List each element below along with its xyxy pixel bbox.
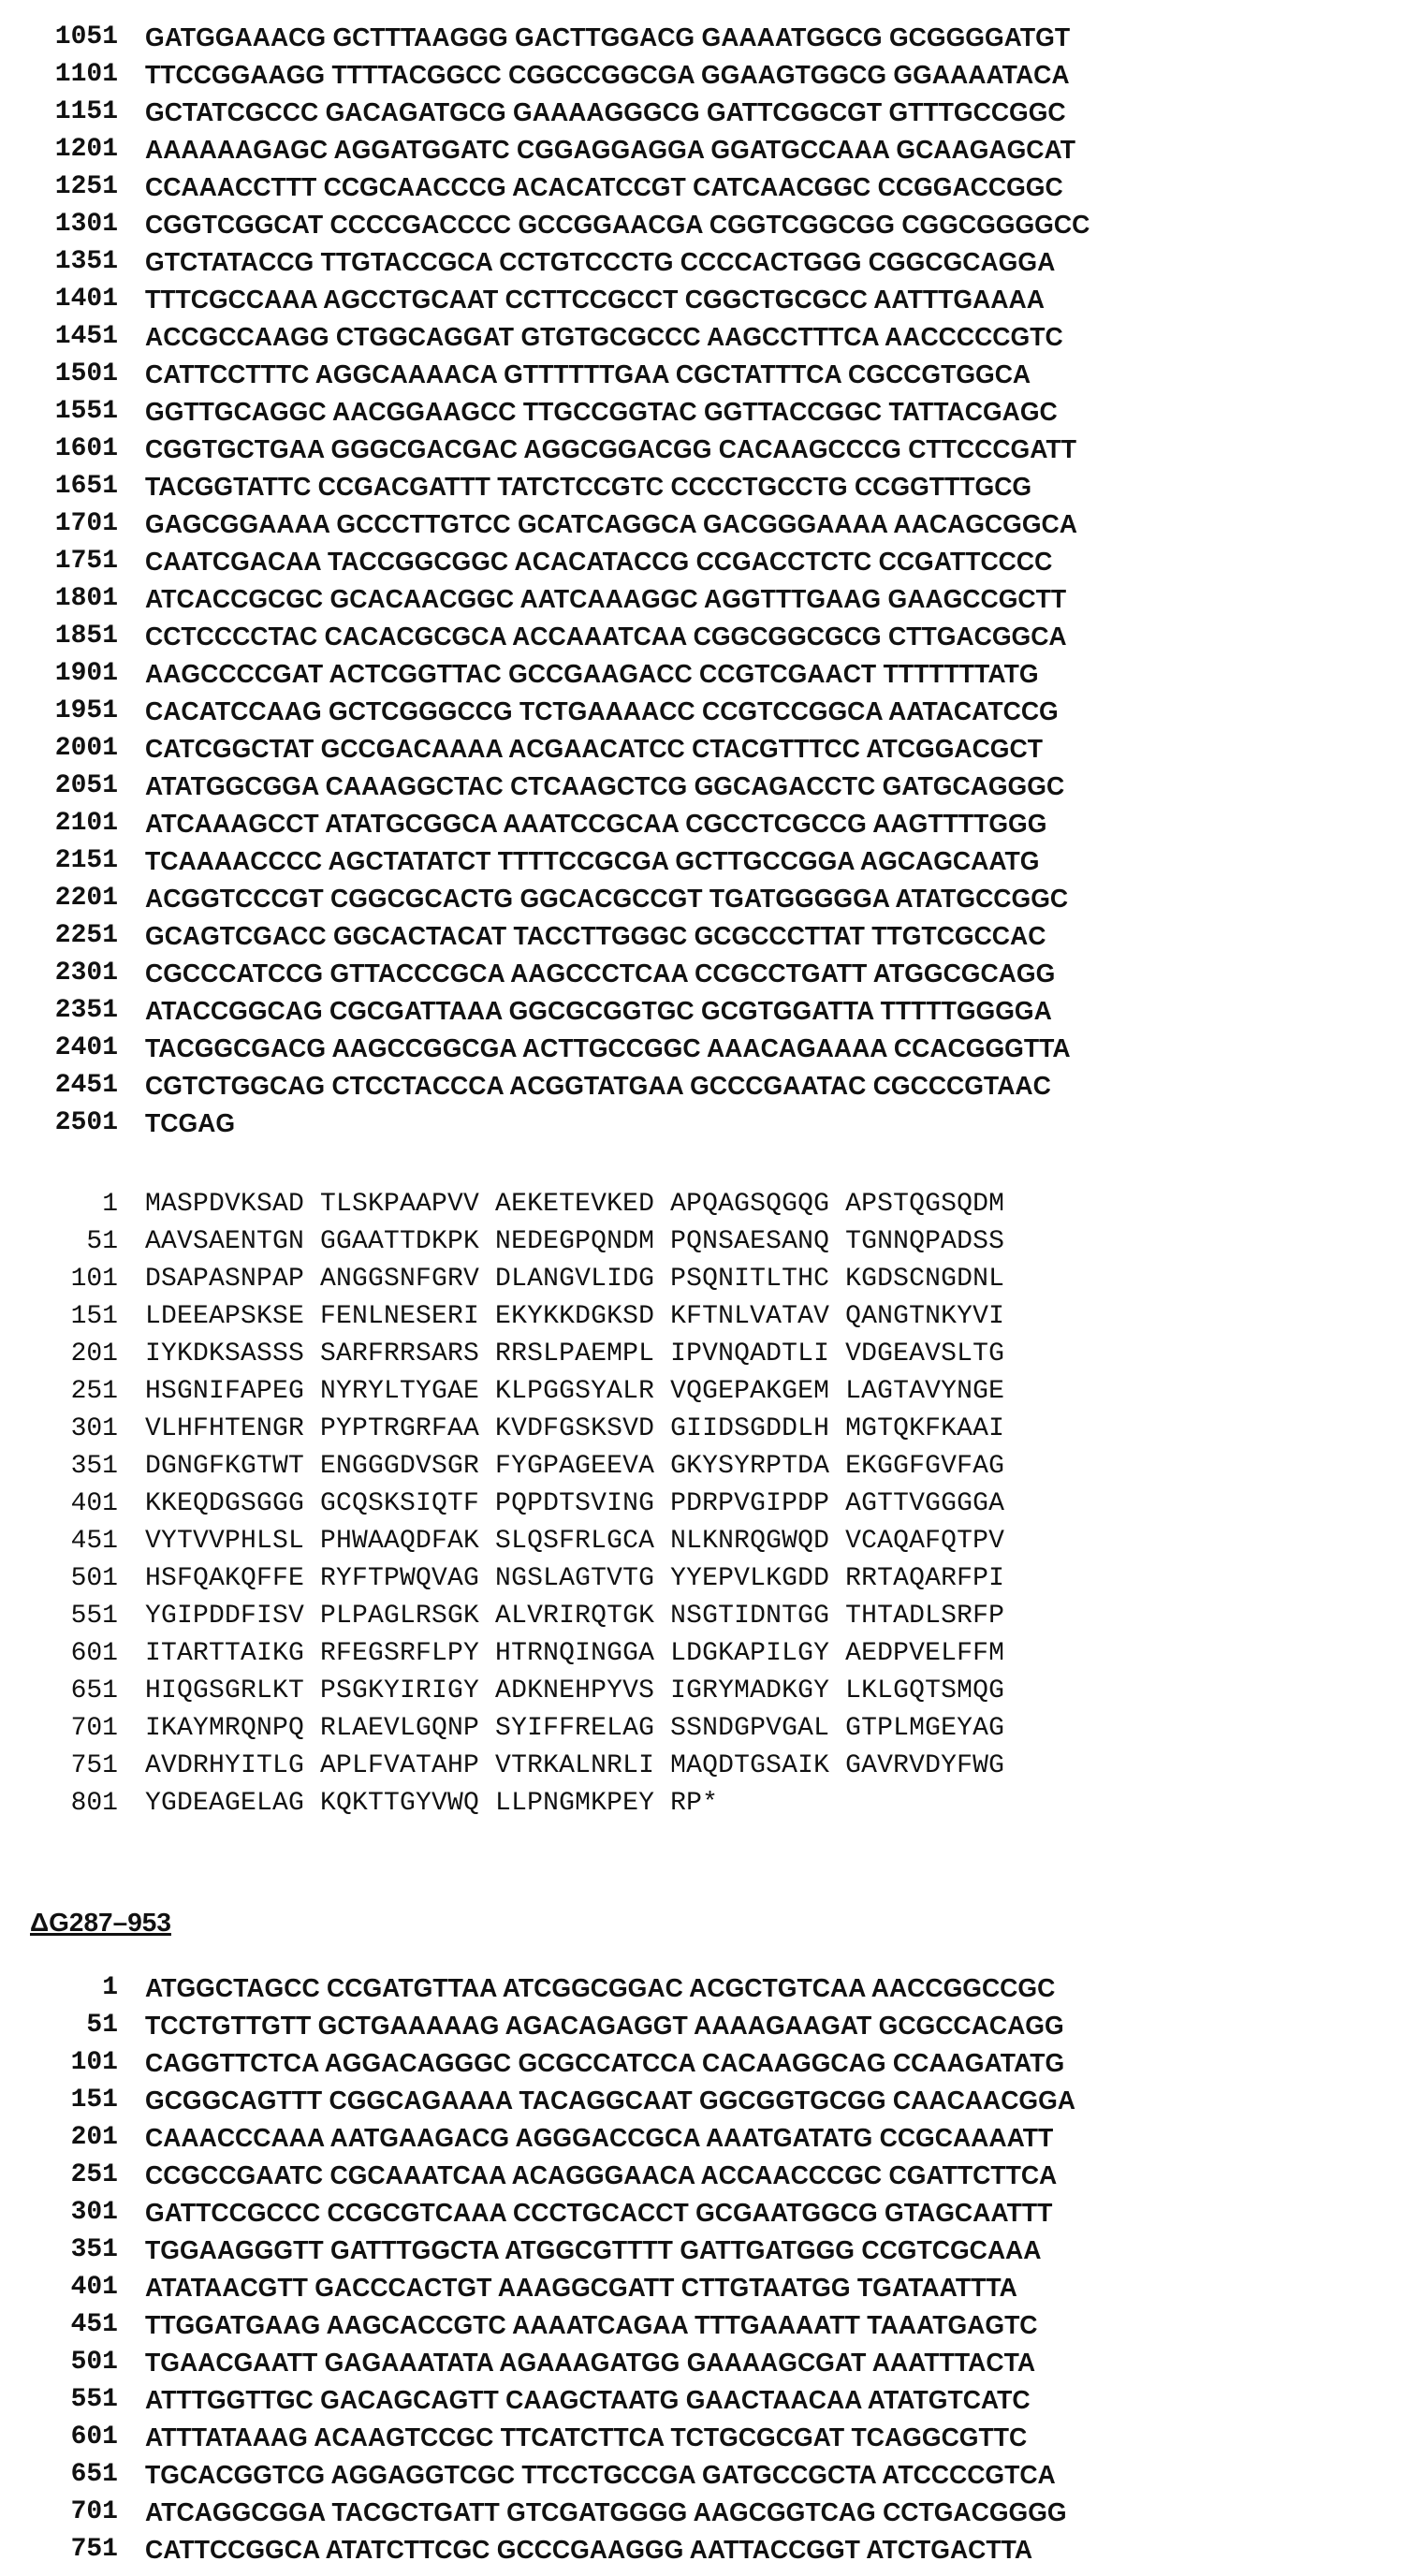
sequence-text: ATTTGGTTGC GACAGCAGTT CAAGCTAATG GAACTAACAA ATATGTCATC — [145, 2381, 1031, 2419]
position-number: 351 — [0, 1448, 118, 1486]
position-number: 101 — [0, 2044, 118, 2082]
sequence-row — [0, 19, 1404, 56]
sequence-text: GCAGTCGACC GGCACTACAT TACCTTGGGC GCGCCCTTAT TTGTCGCCAC — [145, 917, 1046, 955]
sequence-text: TCCTGTTGTT GCTGAAAAAG AGACAGAGGT AAAAGAAGAT GCGCCACAGG — [145, 2007, 1064, 2044]
sequence-text: VYTVVPHLSL PHWAAQDFAK SLQSFRLGCA NLKNRQGWQD VCAQAFQTPV — [145, 1523, 1004, 1560]
position-number: 1501 — [0, 356, 118, 393]
sequence-row — [0, 94, 1404, 131]
position-number: 151 — [0, 1298, 118, 1336]
position-number: 1601 — [0, 431, 118, 468]
sequence-text: GATTCCGCCC CCGCGTCAAA CCCTGCACCT GCGAATGGCG GTAGCAATTT — [145, 2194, 1052, 2232]
sequence-text: ATGGCTAGCC CCGATGTTAA ATCGGCGGAC ACGCTGTCAA AACCGGCCGC — [145, 1969, 1055, 2007]
sequence-text: GCTATCGCCC GACAGATGCG GAAAAGGGCG GATTCGGCGT GTTTGCCGGC — [145, 94, 1066, 131]
sequence-text: CAATCGACAA TACCGGCGGC ACACATACCG CCGACCTCTC CCGATTCCCC — [145, 543, 1052, 580]
position-number: 651 — [0, 2456, 118, 2494]
sequence-text: CAAACCCAAA AATGAAGACG AGGGACCGCA AAATGATATG CCGCAAAATT — [145, 2119, 1053, 2157]
sequence-row — [0, 1105, 1404, 1142]
sequence-text: ATCAAAGCCT ATATGCGGCA AAATCCGCAA CGCCTCGCCG AAGTTTTGGG — [145, 805, 1046, 842]
sequence-text: CCGCCGAATC CGCAAATCAA ACAGGGAACA ACCAACCCGC CGATTCTTCA — [145, 2157, 1057, 2194]
position-number: 2501 — [0, 1105, 118, 1142]
sequence-row — [0, 2082, 1404, 2119]
sequence-row — [0, 2494, 1404, 2531]
sequence-row — [0, 1748, 1404, 1785]
sequence-row — [0, 1186, 1404, 1223]
position-number: 1401 — [0, 281, 118, 318]
sequence-text: GAGCGGAAAA GCCCTTGTCC GCATCAGGCA GACGGGAAAA AACAGCGGCA — [145, 505, 1077, 543]
sequence-text: CCAAACCTTT CCGCAACCCG ACACATCCGT CATCAACGGC CCGGACCGGC — [145, 168, 1063, 206]
position-number: 101 — [0, 1261, 118, 1298]
position-number: 201 — [0, 2119, 118, 2157]
sequence-text: TACGGTATTC CCGACGATTT TATCTCCGTC CCCCTGCCTG CCGGTTTGCG — [145, 468, 1031, 505]
position-number: 751 — [0, 2531, 118, 2569]
position-number: 451 — [0, 2306, 118, 2344]
sequence-text: TGAACGAATT GAGAAATATA AGAAAGATGG GAAAAGCGAT AAATTTACTA — [145, 2344, 1035, 2381]
sequence-row — [0, 842, 1404, 880]
sequence-row — [0, 1523, 1404, 1560]
position-number: 2451 — [0, 1067, 118, 1105]
sequence-row — [0, 1298, 1404, 1336]
sequence-text: HSFQAKQFFE RYFTPWQVAG NGSLAGTVTG YYEPVLKGDD RRTAQARFPI — [145, 1560, 1004, 1598]
sequence-row — [0, 168, 1404, 206]
sequence-text: DSAPASNPAP ANGGSNFGRV DLANGVLIDG PSQNITLTHC KGDSCNGDNL — [145, 1261, 1004, 1298]
sequence-row — [0, 992, 1404, 1030]
sequence-row — [0, 1067, 1404, 1105]
sequence-text: ACGGTCCCGT CGGCGCACTG GGCACGCCGT TGATGGGGGA ATATGCCGGC — [145, 880, 1068, 917]
sequence-text: TGCACGGTCG AGGAGGTCGC TTCCTGCCGA GATGCCGCTA ATCCCCGTCA — [145, 2456, 1056, 2494]
sequence-row — [0, 1598, 1404, 1635]
sequence-text: AVDRHYITLG APLFVATAHP VTRKALNRLI MAQDTGSAIK GAVRVDYFWG — [145, 1748, 1004, 1785]
sequence-row — [0, 56, 1404, 94]
position-number: 801 — [0, 1785, 118, 1822]
position-number: 201 — [0, 1336, 118, 1373]
position-number: 1451 — [0, 318, 118, 356]
position-number: 1801 — [0, 580, 118, 618]
sequence-text: TCGAG — [145, 1105, 235, 1142]
sequence-text: TTCCGGAAGG TTTTACGGCC CGGCCGGCGA GGAAGTGGCG GGAAAATACA — [145, 56, 1070, 94]
position-number: 751 — [0, 1748, 118, 1785]
position-number: 151 — [0, 2082, 118, 2119]
sequence-row — [0, 955, 1404, 992]
sequence-row — [0, 2232, 1404, 2269]
sequence-row — [0, 2194, 1404, 2232]
sequence-row — [0, 693, 1404, 730]
position-number: 1751 — [0, 543, 118, 580]
sequence-text: GCGGCAGTTT CGGCAGAAAA TACAGGCAAT GGCGGTGCGG CAACAACGGA — [145, 2082, 1075, 2119]
sequence-row — [0, 281, 1404, 318]
position-number: 2051 — [0, 768, 118, 805]
sequence-text: CATCGGCTAT GCCGACAAAA ACGAACATCC CTACGTTTCC ATCGGACGCT — [145, 730, 1043, 768]
sequence-text: CGCCCATCCG GTTACCCGCA AAGCCCTCAA CCGCCTGATT ATGGCGCAGG — [145, 955, 1055, 992]
sequence-text: IYKDKSASSS SARFRRSARS RRSLPAEMPL IPVNQADTLI VDGEAVSLTG — [145, 1336, 1004, 1373]
sequence-row — [0, 1673, 1404, 1710]
position-number: 501 — [0, 1560, 118, 1598]
position-number: 1701 — [0, 505, 118, 543]
sequence-text: YGDEAGELAG KQKTTGYVWQ LLPNGMKPEY RP* — [145, 1785, 718, 1822]
sequence-row — [0, 1223, 1404, 1261]
sequence-text: ATATGGCGGA CAAAGGCTAC CTCAAGCTCG GGCAGACCTC GATGCAGGGC — [145, 768, 1064, 805]
sequence-row — [0, 2456, 1404, 2494]
sequence-text: IKAYMRQNPQ RLAEVLGQNP SYIFFRELAG SSNDGPVGAL GTPLMGEYAG — [145, 1710, 1004, 1748]
position-number: 2201 — [0, 880, 118, 917]
sequence-text: ATATAACGTT GACCCACTGT AAAGGCGATT CTTGTAATGG TGATAATTTA — [145, 2269, 1017, 2306]
sequence-text: CCTCCCCTAC CACACGCGCA ACCAAATCAA CGGCGGCGCG CTTGACGGCA — [145, 618, 1067, 655]
position-number: 401 — [0, 1486, 118, 1523]
sequence-row — [0, 1336, 1404, 1373]
sequence-text: TTTCGCCAAA AGCCTGCAAT CCTTCCGCCT CGGCTGCGCC AATTTGAAAA — [145, 281, 1045, 318]
sequence-row — [0, 356, 1404, 393]
sequence-row — [0, 1969, 1404, 2007]
sequence-text: VLHFHTENGR PYPTRGRFAA KVDFGSKSVD GIIDSGDDLH MGTQKFKAAI — [145, 1411, 1004, 1448]
sequence-row — [0, 2344, 1404, 2381]
position-number: 51 — [0, 1223, 118, 1261]
sequence-row — [0, 618, 1404, 655]
sequence-row — [0, 805, 1404, 842]
sequence-row — [0, 2119, 1404, 2157]
position-number: 251 — [0, 1373, 118, 1411]
position-number: 1251 — [0, 168, 118, 206]
sequence-text: LDEEAPSKSE FENLNESERI EKYKKDGKSD KFTNLVATAV QANGTNKYVI — [145, 1298, 1004, 1336]
sequence-row — [0, 243, 1404, 281]
sequence-text: ACCGCCAAGG CTGGCAGGAT GTGTGCGCCC AAGCCTTTCA AACCCCCGTC — [145, 318, 1063, 356]
position-number: 2351 — [0, 992, 118, 1030]
sequence-row — [0, 131, 1404, 168]
dna-sequence-block-2 — [0, 1969, 1404, 2569]
sequence-text: ATTTATAAAG ACAAGTCCGC TTCATCTTCA TCTGCGCGAT TCAGGCGTTC — [145, 2419, 1027, 2456]
sequence-text: CATTCCTTTC AGGCAAAACA GTTTTTTGAA CGCTATTTCA CGCCGTGGCA — [145, 356, 1031, 393]
sequence-text: CATTCCGGCA ATATCTTCGC GCCCGAAGGG AATTACCGGT ATCTGACTTA — [145, 2531, 1032, 2569]
position-number: 2001 — [0, 730, 118, 768]
position-number: 1201 — [0, 131, 118, 168]
position-number: 551 — [0, 2381, 118, 2419]
position-number: 1851 — [0, 618, 118, 655]
position-number: 551 — [0, 1598, 118, 1635]
position-number: 1651 — [0, 468, 118, 505]
sequence-row — [0, 468, 1404, 505]
sequence-text: CGGTGCTGAA GGGCGACGAC AGGCGGACGG CACAAGCCCG CTTCCCGATT — [145, 431, 1076, 468]
position-number: 451 — [0, 1523, 118, 1560]
position-number: 251 — [0, 2157, 118, 2194]
sequence-row — [0, 2381, 1404, 2419]
sequence-text: TTGGATGAAG AAGCACCGTC AAAATCAGAA TTTGAAAATT TAAATGAGTC — [145, 2306, 1038, 2344]
sequence-text: TACGGCGACG AAGCCGGCGA ACTTGCCGGC AAACAGAAAA CCACGGGTTA — [145, 1030, 1071, 1067]
position-number: 2151 — [0, 842, 118, 880]
position-number: 1051 — [0, 19, 118, 56]
sequence-row — [0, 2044, 1404, 2082]
position-number: 1151 — [0, 94, 118, 131]
position-number: 2401 — [0, 1030, 118, 1067]
position-number: 1 — [0, 1969, 118, 2007]
sequence-row — [0, 1448, 1404, 1486]
sequence-row — [0, 768, 1404, 805]
sequence-text: AAVSAENTGN GGAATTDKPK NEDEGPQNDM PQNSAESANQ TGNNQPADSS — [145, 1223, 1004, 1261]
sequence-text: ATACCGGCAG CGCGATTAAA GGCGCGGTGC GCGTGGATTA TTTTTGGGGA — [145, 992, 1052, 1030]
position-number: 601 — [0, 2419, 118, 2456]
sequence-text: MASPDVKSAD TLSKPAAPVV AEKETEVKED APQAGSQGQG APSTQGSQDM — [145, 1186, 1004, 1223]
sequence-row — [0, 2269, 1404, 2306]
position-number: 1951 — [0, 693, 118, 730]
sequence-row — [0, 1486, 1404, 1523]
sequence-row — [0, 505, 1404, 543]
position-number: 701 — [0, 2494, 118, 2531]
sequence-row — [0, 655, 1404, 693]
position-number: 2301 — [0, 955, 118, 992]
position-number: 301 — [0, 2194, 118, 2232]
dna-sequence-block-1 — [0, 19, 1404, 1142]
sequence-row — [0, 2306, 1404, 2344]
sequence-row — [0, 431, 1404, 468]
position-number: 351 — [0, 2232, 118, 2269]
sequence-row — [0, 1411, 1404, 1448]
sequence-row — [0, 543, 1404, 580]
sequence-text: GATGGAAACG GCTTTAAGGG GACTTGGACG GAAAATGGCG GCGGGGATGT — [145, 19, 1070, 56]
sequence-row — [0, 2157, 1404, 2194]
sequence-row — [0, 1261, 1404, 1298]
sequence-row — [0, 880, 1404, 917]
sequence-text: DGNGFKGTWT ENGGGDVSGR FYGPAGEEVA GKYSYRPTDA EKGGFGVFAG — [145, 1448, 1004, 1486]
position-number: 1551 — [0, 393, 118, 431]
sequence-row — [0, 393, 1404, 431]
sequence-text: KKEQDGSGGG GCQSKSIQTF PQPDTSVING PDRPVGIPDP AGTTVGGGGA — [145, 1486, 1004, 1523]
sequence-row — [0, 580, 1404, 618]
position-number: 601 — [0, 1635, 118, 1673]
position-number: 1 — [0, 1186, 118, 1223]
position-number: 1901 — [0, 655, 118, 693]
position-number: 301 — [0, 1411, 118, 1448]
position-number: 2101 — [0, 805, 118, 842]
sequence-text: GGTTGCAGGC AACGGAAGCC TTGCCGGTAC GGTTACCGGC TATTACGAGC — [145, 393, 1058, 431]
sequence-row — [0, 2007, 1404, 2044]
sequence-row — [0, 2531, 1404, 2569]
sequence-text: TCAAAACCCC AGCTATATCT TTTTCCGCGA GCTTGCCGGA AGCAGCAATG — [145, 842, 1040, 880]
sequence-row — [0, 917, 1404, 955]
position-number: 701 — [0, 1710, 118, 1748]
sequence-text: HSGNIFAPEG NYRYLTYGAE KLPGGSYALR VQGEPAKGEM LAGTAVYNGE — [145, 1373, 1004, 1411]
sequence-row — [0, 1710, 1404, 1748]
position-number: 1351 — [0, 243, 118, 281]
sequence-text: GTCTATACCG TTGTACCGCA CCTGTCCCTG CCCCACTGGG CGGCGCAGGA — [145, 243, 1055, 281]
sequence-row — [0, 318, 1404, 356]
protein-sequence-block — [0, 1186, 1404, 1822]
sequence-text: CGGTCGGCAT CCCCGACCCC GCCGGAACGA CGGTCGGCGG CGGCGGGGCC — [145, 206, 1090, 243]
sequence-row — [0, 1373, 1404, 1411]
sequence-row — [0, 2419, 1404, 2456]
sequence-text: AAAAAAGAGC AGGATGGATC CGGAGGAGGA GGATGCCAAA GCAAGAGCAT — [145, 131, 1075, 168]
sequence-row — [0, 1635, 1404, 1673]
sequence-row — [0, 1560, 1404, 1598]
position-number: 651 — [0, 1673, 118, 1710]
sequence-text: ATCAGGCGGA TACGCTGATT GTCGATGGGG AAGCGGTCAG CCTGACGGGG — [145, 2494, 1067, 2531]
sequence-row — [0, 206, 1404, 243]
sequence-text: CACATCCAAG GCTCGGGCCG TCTGAAAACC CCGTCCGGCA AATACATCCG — [145, 693, 1059, 730]
section-heading: ΔG287–953 — [30, 1904, 171, 1941]
sequence-text: CAGGTTCTCA AGGACAGGGC GCGCCATCCA CACAAGGCAG CCAAGATATG — [145, 2044, 1064, 2082]
sequence-row — [0, 730, 1404, 768]
position-number: 1301 — [0, 206, 118, 243]
sequence-text: TGGAAGGGTT GATTTGGCTA ATGGCGTTTT GATTGATGGG CCGTCGCAAA — [145, 2232, 1041, 2269]
sequence-text: YGIPDDFISV PLPAGLRSGK ALVRIRQTGK NSGTIDNTGG THTADLSRFP — [145, 1598, 1004, 1635]
sequence-text: CGTCTGGCAG CTCCTACCCA ACGGTATGAA GCCCGAATAC CGCCCGTAAC — [145, 1067, 1051, 1105]
position-number: 501 — [0, 2344, 118, 2381]
position-number: 401 — [0, 2269, 118, 2306]
sequence-text: AAGCCCCGAT ACTCGGTTAC GCCGAAGACC CCGTCGAACT TTTTTTTATG — [145, 655, 1039, 693]
sequence-row — [0, 1785, 1404, 1822]
position-number: 2251 — [0, 917, 118, 955]
sequence-text: HIQGSGRLKT PSGKYIRIGY ADKNEHPYVS IGRYMADKGY LKLGQTSMQG — [145, 1673, 1004, 1710]
sequence-row — [0, 1030, 1404, 1067]
position-number: 1101 — [0, 56, 118, 94]
position-number: 51 — [0, 2007, 118, 2044]
sequence-text: ATCACCGCGC GCACAACGGC AATCAAAGGC AGGTTTGAAG GAAGCCGCTT — [145, 580, 1066, 618]
sequence-text: ITARTTAIKG RFEGSRFLPY HTRNQINGGA LDGKAPILGY AEDPVELFFM — [145, 1635, 1004, 1673]
